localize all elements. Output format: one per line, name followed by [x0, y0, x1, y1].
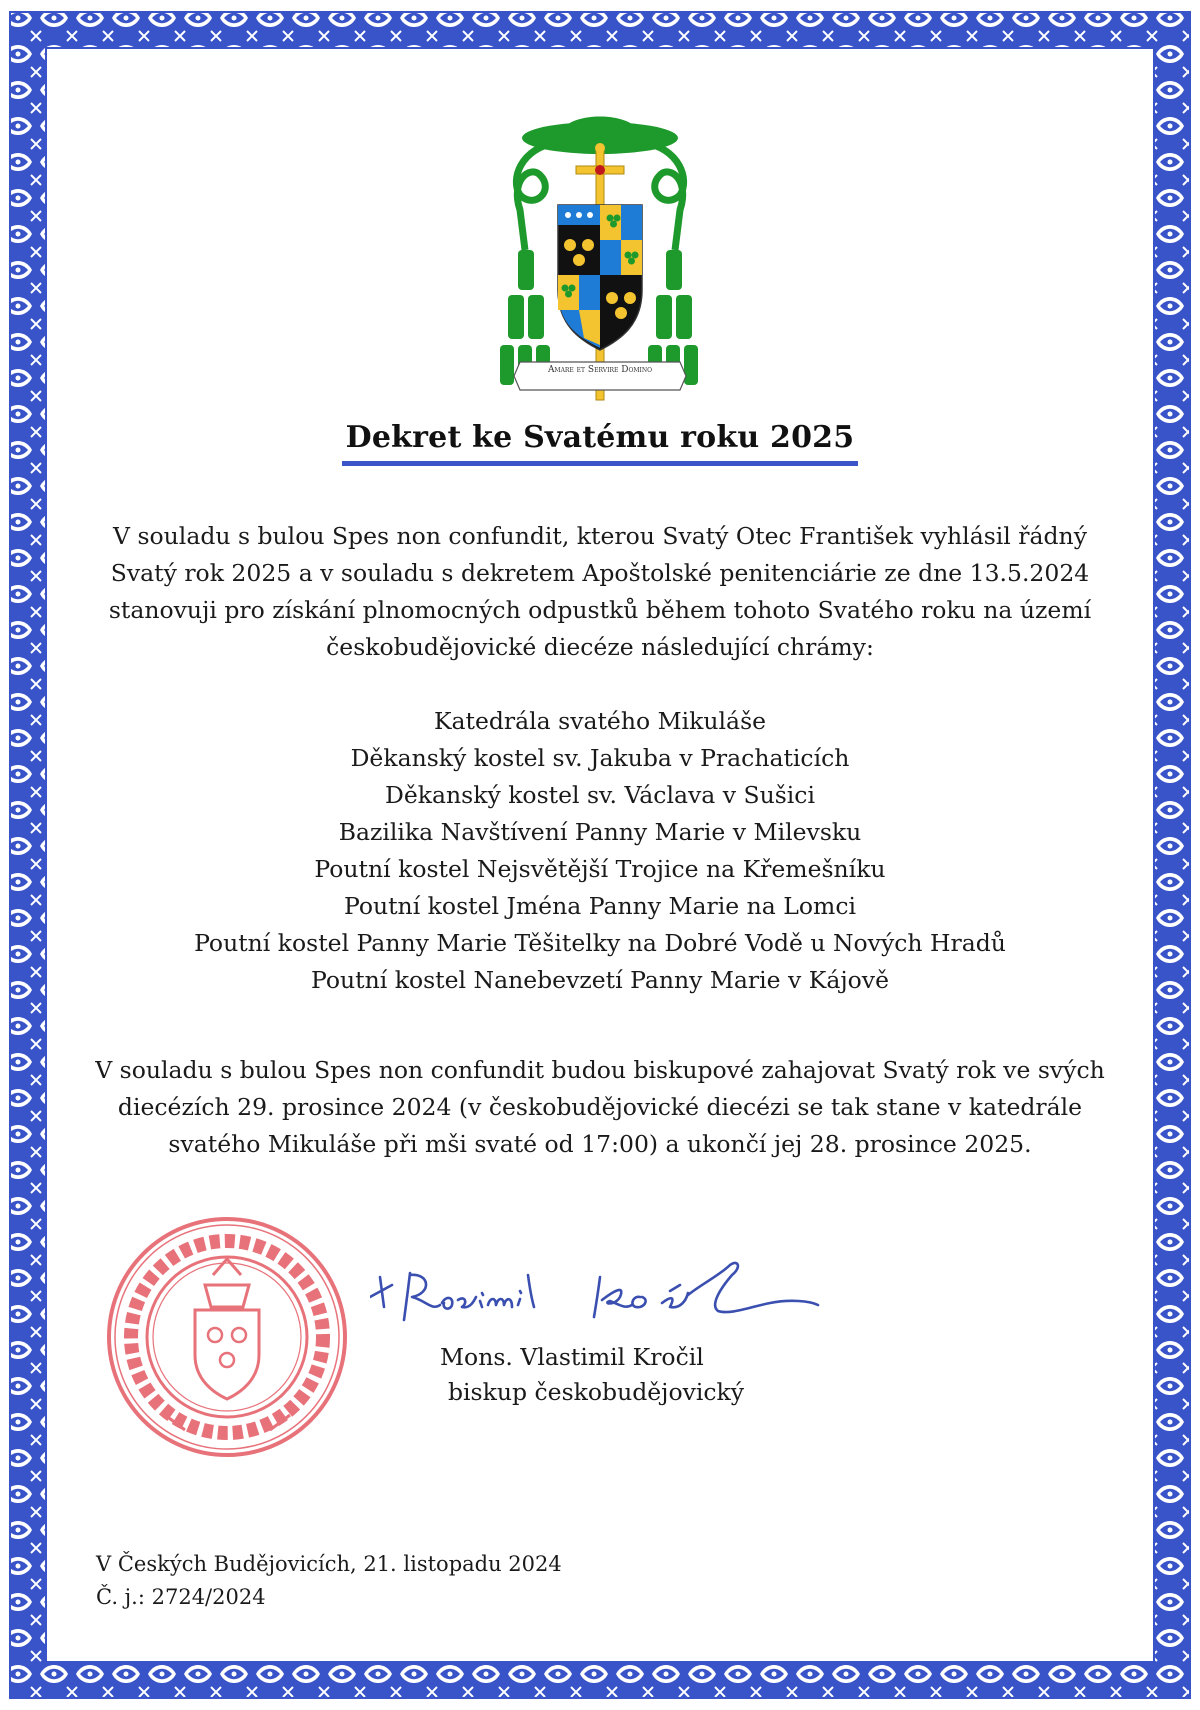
signer-role: biskup českobudějovický: [448, 1378, 745, 1406]
list-item: Děkanský kostel sv. Jakuba v Prachaticích: [350, 744, 850, 772]
list-item: Poutní kostel Panny Marie Těšitelky na Dobré Vodě u Nových Hradů: [194, 929, 1006, 957]
motto-ribbon-text: Amare et Servire Domino: [547, 365, 653, 375]
seal-stamp-icon: [105, 1215, 350, 1460]
signature-icon: [370, 1245, 820, 1350]
list-item: Děkanský kostel sv. Václava v Sušici: [385, 781, 815, 809]
document-title: Dekret ke Svatému roku 2025: [342, 420, 859, 466]
intro-paragraph: V souladu s bulou Spes non confundit, kterou Svatý Otec František vyhlásil řádný Svatý rok 2025 a v souladu s dekretem Apoštolské penitenciárie ze dne 13.5.2024 stanovuji pro získání plnomocných odpustků během tohoto Svatého roku na území českobudějovické diecéze následující chrámy:: [108, 522, 1092, 661]
title-wrap: [0, 420, 1200, 466]
list-item: Poutní kostel Nanebevzetí Panny Marie v Kájově: [311, 966, 889, 994]
reference-number: Č. j.: 2724/2024: [96, 1585, 266, 1609]
list-item: Poutní kostel Jména Panny Marie na Lomci: [343, 892, 857, 920]
signer-block: [440, 1340, 760, 1410]
churches-list: [0, 703, 1200, 999]
list-item: Poutní kostel Nejsvětější Trojice na Křemešníku: [314, 855, 886, 883]
place-date: V Českých Budějovicích, 21. listopadu 2024: [96, 1552, 562, 1576]
list-item: Katedrála svatého Mikuláše: [433, 707, 767, 735]
footer-block: [96, 1548, 562, 1614]
closing-paragraph: V souladu s bulou Spes non confundit budou biskupové zahajovat Svatý rok ve svých diecézích 29. prosince 2024 (v českobudějovické diecézi se tak stane v katedrále svatého Mikuláše při mši svaté od 17:00) a ukončí jej 28. prosince 2025.: [95, 1056, 1105, 1158]
signer-name: Mons. Vlastimil Kročil: [440, 1343, 704, 1371]
list-item: Bazilika Navštívení Panny Marie v Milevsku: [338, 818, 862, 846]
coat-of-arms-icon: [480, 100, 720, 405]
